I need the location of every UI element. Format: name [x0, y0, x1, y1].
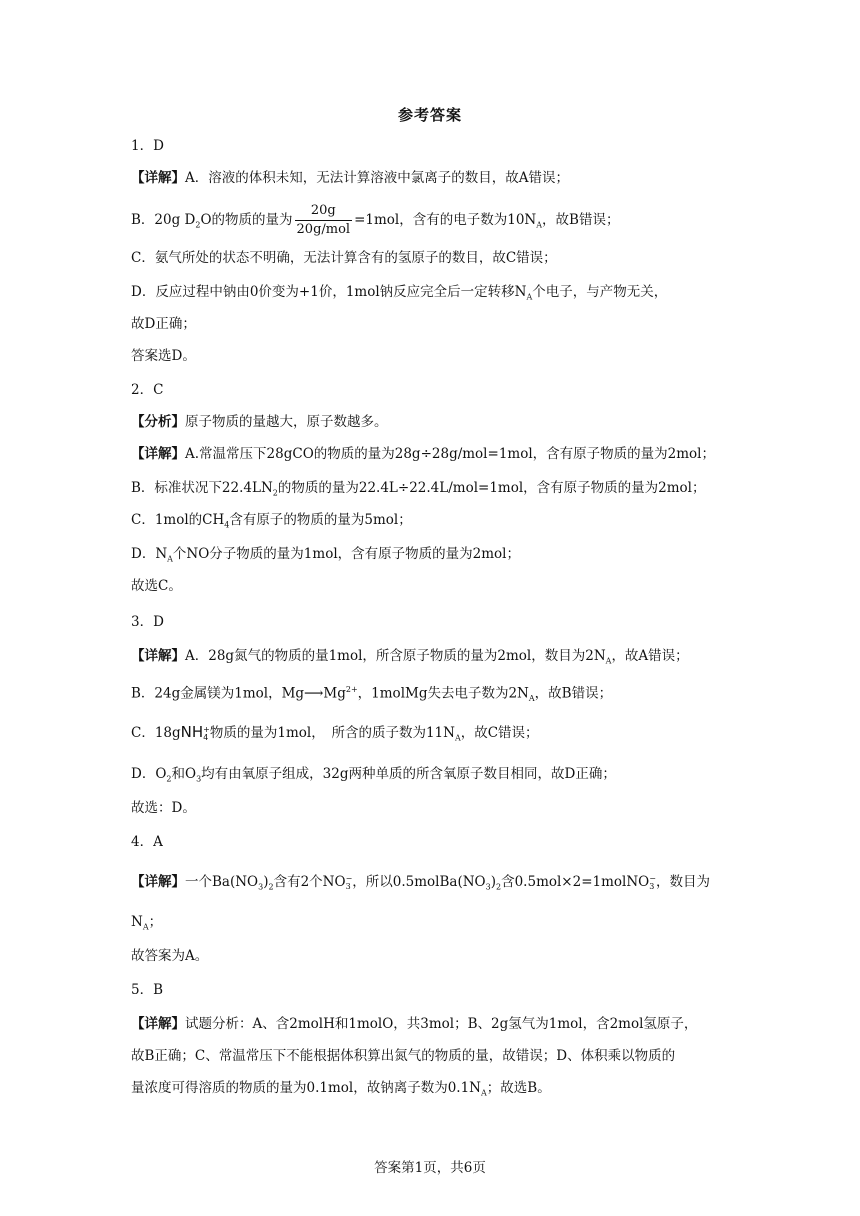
- q2-a: 【详解】A.常温常压下28gCO的物质的量为28g÷28g/mol=1mol，含有原子物质的量为2mol；: [131, 446, 715, 462]
- q5-detail: 【详解】试题分析：A、含2molH和1molO，共3mol；B、2g氢气为1mol，含2mol氢原子，: [131, 1016, 698, 1032]
- q1-number: 1．D: [131, 138, 164, 154]
- q2-d: D．$N_A$个NO分子物质的量为1mol，含有原子物质的量为2mol；: [131, 546, 520, 564]
- q2-analysis: 【分析】原子物质的量越大，原子数越多。: [131, 414, 388, 430]
- q3-number: 3．D: [131, 614, 164, 630]
- q4-detail: 【详解】一个$Ba(NO_3)_2$含有2个NO − 3 ，所以$0.5molBa(NO_3)_2$含0.5mol×2=1molNO − 3 ，数目为: [131, 873, 710, 892]
- q4-answer: 故答案为A。: [131, 948, 209, 964]
- q1-d: D．反应过程中钠由0价变为+1价，1mol钠反应完全后一定转移$N_A$个电子，与产物无关，: [131, 284, 668, 302]
- q2-number: 2．C: [131, 382, 164, 398]
- q1-fraction: $\frac{20g}{\text{20g/mol}}$: [296, 203, 351, 237]
- q2-b: B．标准状况下$22.4LN_2$的物质的量为22.4L÷22.4L/mol=1mol，含有原子物质的量为2mol；: [131, 480, 706, 498]
- q2-c: C．1mol的$CH_4$含有原子的物质的量为5mol；: [131, 512, 412, 530]
- page-footer: 答案第1页，共6页: [374, 1160, 486, 1176]
- q5-number: 5．B: [131, 982, 164, 998]
- q3-d: D．$O_2$和$O_3$均有由氧原子组成，32g两种单质的所含氧原子数目相同，故D正确；: [131, 766, 616, 784]
- q1-b: B．20g $D_2O$的物质的量为 $\frac{20g}{\text{20g/mol}}$ =1mol，含有的电子数为$10N_A$，故B错误；: [131, 203, 620, 237]
- q3-answer: 故选：D。: [131, 800, 196, 816]
- q1-c: C．氨气所处的状态不明确，无法计算含有的氢原子的数目，故C错误；: [131, 250, 557, 266]
- q1-tag: 【详解】: [131, 170, 185, 186]
- q4-number: 4．A: [131, 834, 163, 850]
- q5-detail-3: 量浓度可得溶质的物质的量为0.1mol，故钠离子数为$0.1N_A$；故选B。: [131, 1080, 551, 1098]
- q4-detail-cont: $N_A$；: [131, 914, 163, 932]
- q1-answer: 答案选D。: [131, 348, 196, 364]
- page-title: 参考答案: [397, 106, 462, 124]
- q3-c: C．18gNH + 4 物质的量为1mol， 所含的质子数为$11N_A$，故C错误；: [131, 723, 539, 743]
- q1-a: 【详解】A．溶液的体积未知，无法计算溶液中氯离子的数目，故A错误；: [131, 170, 569, 186]
- q2-answer: 故选C。: [131, 578, 182, 594]
- q3-b: B．24g金属镁为1mol，$Mg⟶Mg^{2+}$，1molMg失去电子数为$2N_A$，故B错误；: [131, 685, 613, 704]
- q1-d-cont: 故D正确；: [131, 316, 196, 332]
- q3-a: 【详解】A．28g氮气的物质的量1mol，所含原子物质的量为2mol，数目为$2N_A$，故A错误；: [131, 648, 689, 666]
- q5-detail-2: 故B正确；C、常温常压下不能根据体积算出氮气的物质的量，故错误；D、体积乘以物质的: [131, 1048, 676, 1064]
